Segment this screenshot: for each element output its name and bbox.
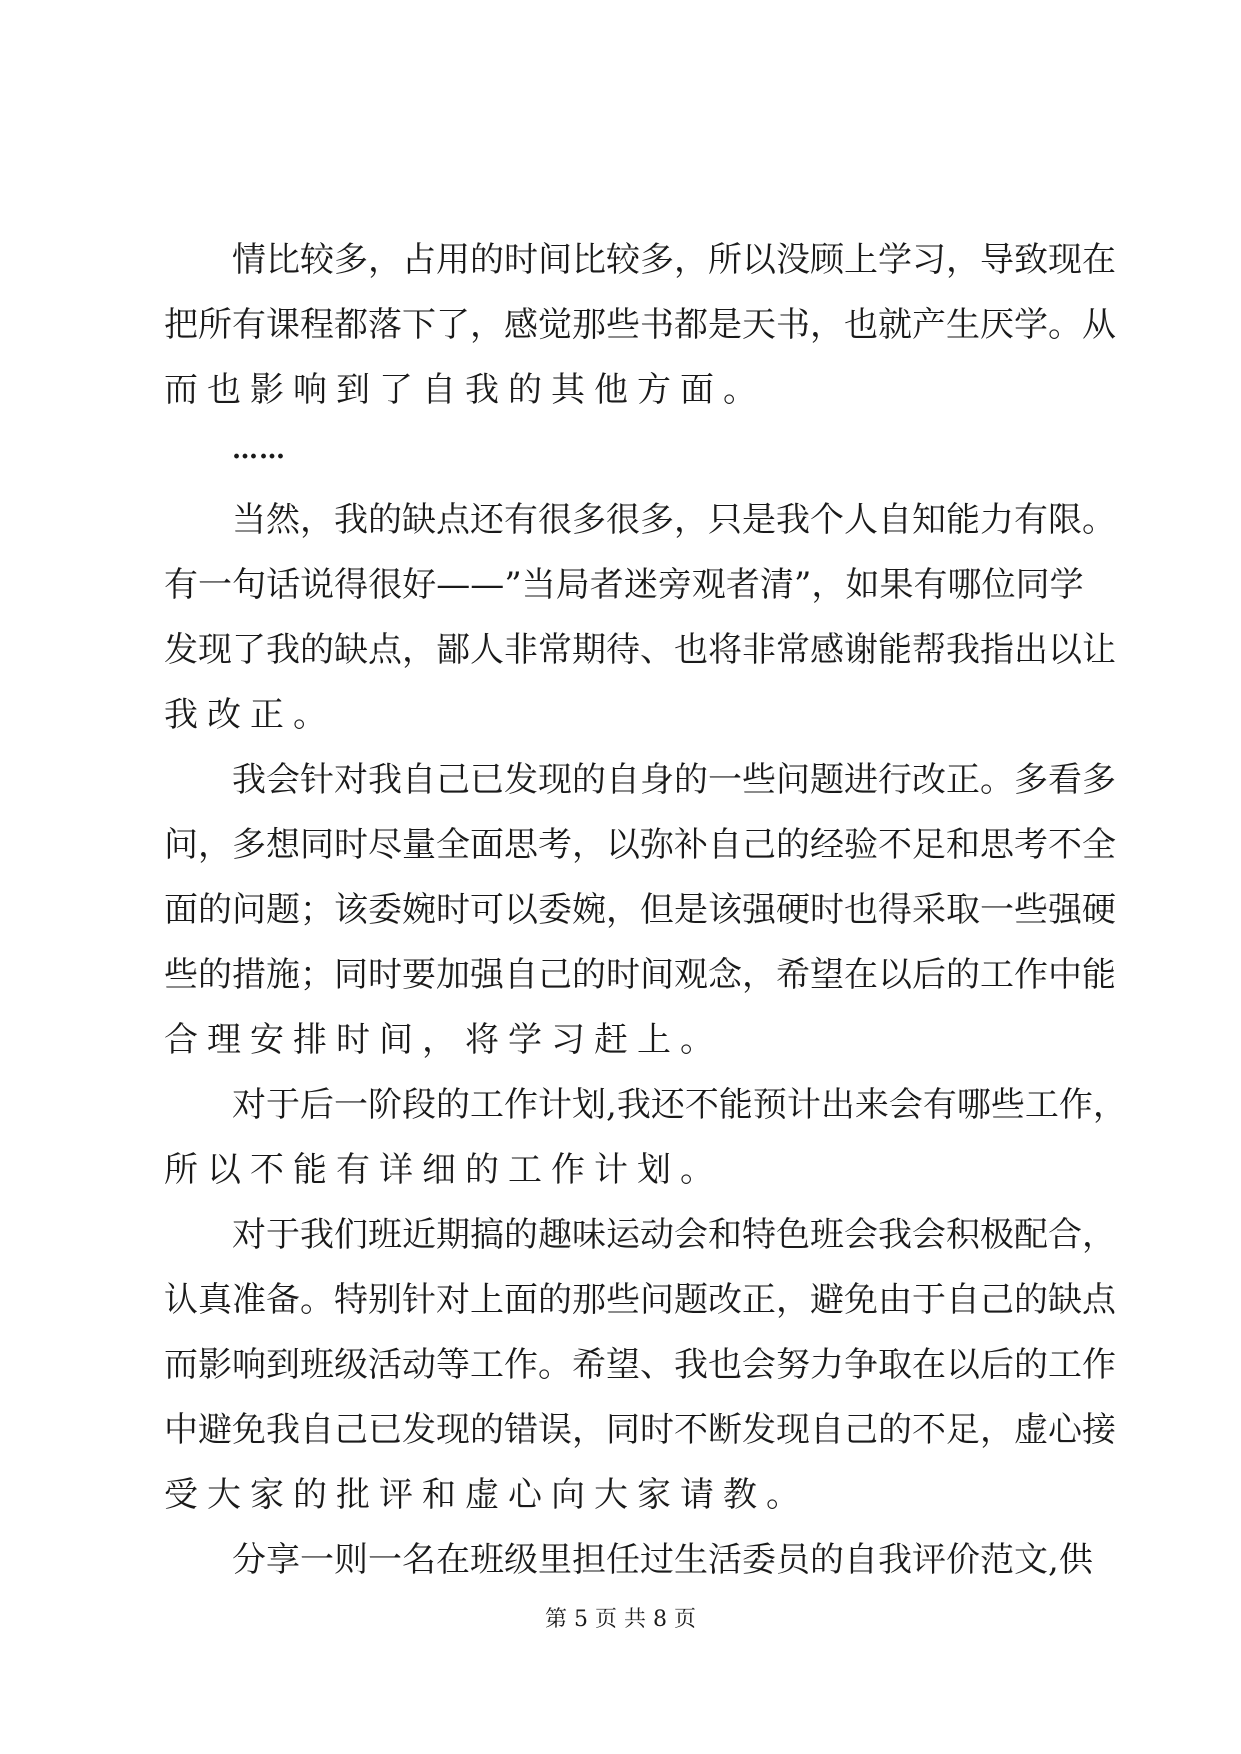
text-line: 当 然 ， 我 的 缺 点 还 有 很 多 很 多 ， 只 是 我 个 人 自 知 能 力 有 限 。	[232, 500, 1116, 540]
text-line: 受 大 家 的 批 评 和 虚 心 向 大 家 请 教 。	[164, 1475, 800, 1515]
text-line: 对 于 我 们 班 近 期 搞 的 趣 味 运 动 会 和 特 色 班 会 我 会 积 极 配 合 ，	[232, 1215, 1116, 1255]
text-line: 把 所 有 课 程 都 落 下 了 ， 感 觉 那 些 书 都 是 天 书 ， 也 就 产 生 厌 学 。 从	[164, 305, 1116, 345]
ellipsis-line: ……	[232, 435, 286, 465]
text-line: 发 现 了 我 的 缺 点 ， 鄙 人 非 常 期 待 、 也 将 非 常 感 谢 能 帮 我 指 出 以 让	[164, 630, 1116, 670]
text-line: 而 影 响 到 班 级 活 动 等 工 作 。 希 望 、 我 也 会 努 力 争 取 在 以 后 的 工 作	[164, 1345, 1116, 1385]
text-line: 分 享 一 则 一 名 在 班 级 里 担 任 过 生 活 委 员 的 自 我 评 价 范 文 , 供	[232, 1540, 1093, 1580]
text-line: 我 改 正 。	[164, 695, 327, 735]
text-line: 些 的 措 施 ； 同 时 要 加 强 自 己 的 时 间 观 念 ， 希 望 在 以 后 的 工 作 中 能	[164, 955, 1116, 995]
page-footer: 第 5 页 共 8 页	[545, 1607, 696, 1632]
text-line: 问 ， 多 想 同 时 尽 量 全 面 思 考 ， 以 弥 补 自 己 的 经 验 不 足 和 思 考 不 全	[164, 825, 1116, 865]
body-text	[164, 228, 1127, 1593]
text-line: 合 理 安 排 时 间 ， 将 学 习 赶 上 。	[164, 1020, 714, 1060]
text-line: 我 会 针 对 我 自 己 已 发 现 的 自 身 的 一 些 问 题 进 行 改 正 。 多 看 多	[232, 760, 1116, 800]
text-line: 认 真 准 备 。 特 别 针 对 上 面 的 那 些 问 题 改 正 ， 避 免 由 于 自 己 的 缺 点	[164, 1280, 1116, 1320]
text-line: 所 以 不 能 有 详 细 的 工 作 计 划 。	[164, 1150, 714, 1190]
text-line: 情 比 较 多 ， 占 用 的 时 间 比 较 多 ， 所 以 没 顾 上 学 习 ， 导 致 现 在	[232, 240, 1116, 280]
text-line: 而 也 影 响 到 了 自 我 的 其 他 方 面 。	[164, 370, 757, 410]
text-line: 对 于 后 一 阶 段 的 工 作 计 划 , 我 还 不 能 预 计 出 来 会 有 哪 些 工 作 ，	[232, 1085, 1127, 1125]
text-line: 面 的 问 题 ； 该 委 婉 时 可 以 委 婉 ， 但 是 该 强 硬 时 也 得 采 取 一 些 强 硬	[164, 890, 1116, 930]
text-line: 有 一 句 话 说 得 很 好 — — ” 当 局 者 迷 旁 观 者 清 ” ， 如 果 有 哪 位 同 学	[164, 565, 1084, 605]
text-line: 中 避 免 我 自 己 已 发 现 的 错 误 ， 同 时 不 断 发 现 自 己 的 不 足 ， 虚 心 接	[164, 1410, 1116, 1450]
